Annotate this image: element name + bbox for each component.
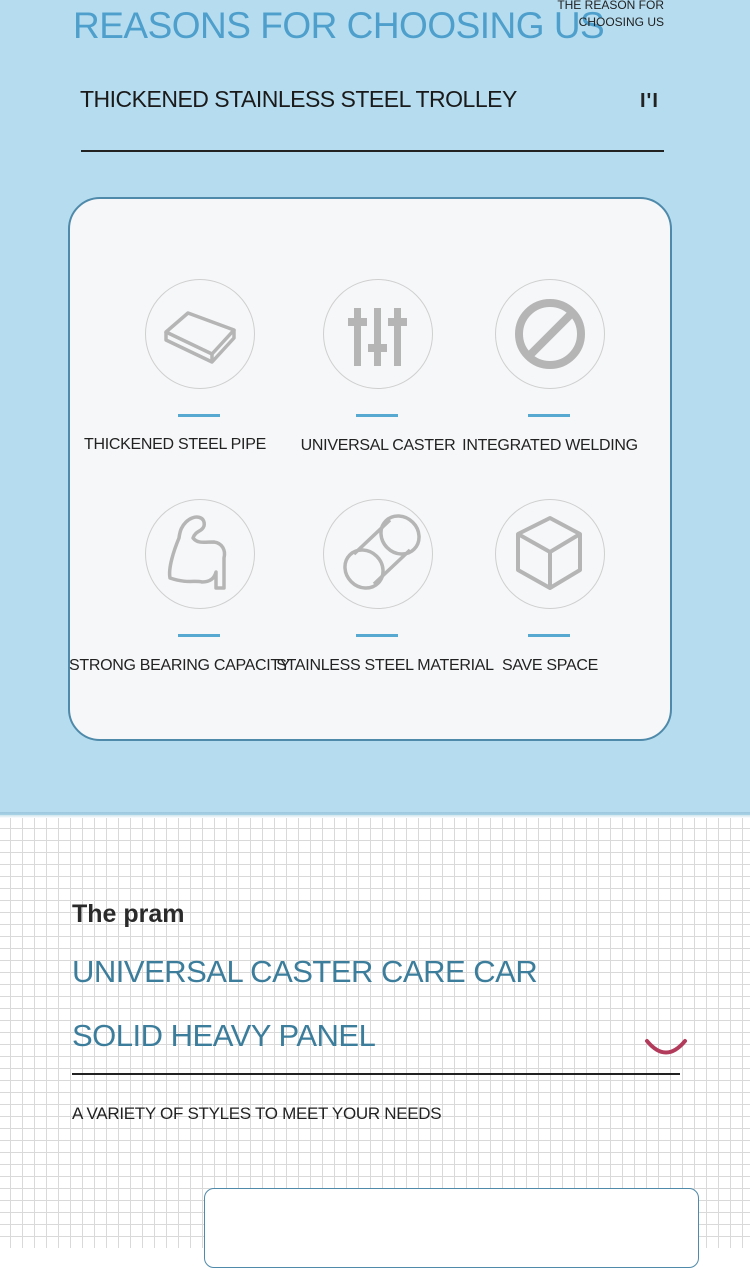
section-mark: I'I — [640, 90, 659, 112]
page-title: REASONS FOR CHOOSING US — [73, 5, 605, 46]
steel-cylinder-icon — [323, 499, 433, 609]
product-underline — [72, 1073, 680, 1075]
title-underline — [81, 150, 664, 152]
product-label: The pram — [72, 900, 185, 928]
feature-dash-1 — [178, 414, 220, 417]
cube-icon — [495, 499, 605, 609]
product-image-frame — [204, 1188, 699, 1268]
feature-label-6: SAVE SPACE — [501, 657, 598, 674]
feature-label-1: THICKENED STEEL PIPE — [84, 436, 266, 453]
feature-dash-2 — [356, 414, 398, 417]
feature-dash-3 — [528, 414, 570, 417]
corner-note — [524, 0, 664, 31]
feature-label-3: INTEGRATED WELDING — [462, 437, 638, 454]
feature-dash-5 — [356, 634, 398, 637]
product-heading-line2: SOLID HEAVY PANEL — [72, 1018, 376, 1053]
corner-note-line2: CHOOSING US — [578, 15, 664, 29]
feature-label-5: STAINLESS STEEL MATERIAL — [276, 657, 494, 674]
smile-icon — [644, 1036, 688, 1058]
section-title: THICKENED STAINLESS STEEL TROLLEY — [80, 86, 517, 112]
feature-dash-6 — [528, 634, 570, 637]
feature-dash-4 — [178, 634, 220, 637]
steel-plate-icon — [145, 279, 255, 389]
feature-label-4: STRONG BEARING CAPACITY — [69, 657, 291, 674]
prohibited-icon — [495, 279, 605, 389]
flexed-arm-icon — [145, 499, 255, 609]
product-tagline: A VARIETY OF STYLES TO MEET YOUR NEEDS — [72, 1104, 442, 1123]
product-heading-line1: UNIVERSAL CASTER CARE CAR — [72, 954, 538, 989]
corner-note-line1: THE REASON FOR — [557, 0, 664, 12]
feature-label-2: UNIVERSAL CASTER — [300, 437, 456, 454]
sliders-icon — [323, 279, 433, 389]
